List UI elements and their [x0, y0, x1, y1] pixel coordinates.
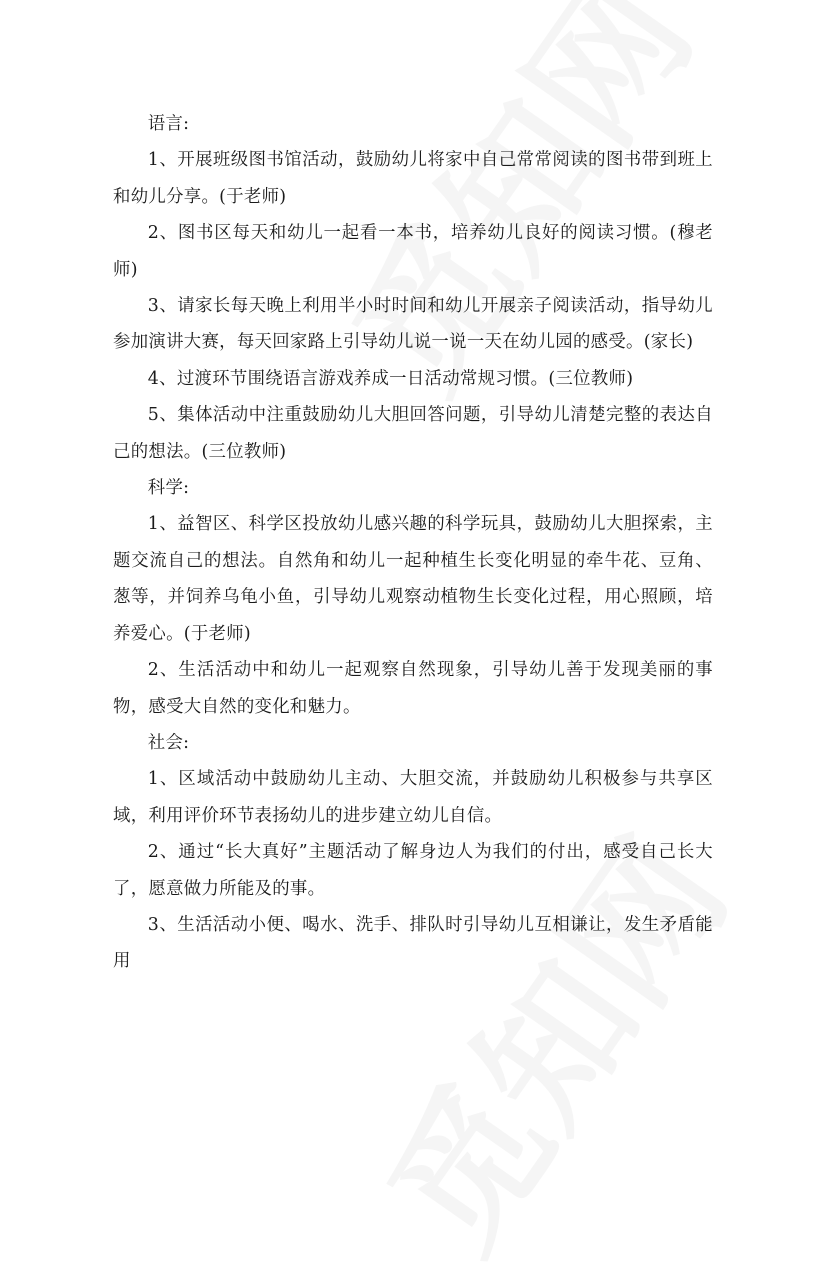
section-heading-society: 社会: [147, 732, 190, 753]
section-heading-language: 语言: [147, 114, 190, 134]
document-body [113, 106, 713, 980]
paragraph: 1、开展班级图书馆活动，鼓励幼儿将家中自己常常阅读的图书带到班上和幼儿分享。(于老师) [113, 150, 713, 207]
section-heading-science: 科学: [147, 478, 190, 499]
paragraph: 4、过渡环节围绕语言游戏养成一日活动常规习惯。(三位教师) [147, 368, 634, 389]
paragraph: 2、通过“长大真好”主题活动了解身边人为我们的付出，感受自己长大了，愿意做力所能及的事。 [113, 842, 713, 899]
paragraph: 3、生活活动小便、喝水、洗手、排队时引导幼儿互相谦让，发生矛盾能用 [113, 914, 713, 972]
paragraph: 5、集体活动中注重鼓励幼儿大胆回答问题，引导幼儿清楚完整的表达自己的想法。(三位教师) [113, 405, 713, 462]
paragraph: 2、图书区每天和幼儿一起看一本书，培养幼儿良好的阅读习惯。(穆老师) [113, 223, 713, 280]
paragraph: 2、生活活动中和幼儿一起观察自然现象，引导幼儿善于发现美丽的事物，感受大自然的变化和魅力。 [113, 660, 713, 717]
paragraph: 1、区域活动中鼓励幼儿主动、大胆交流，并鼓励幼儿积极参与共享区域，利用评价环节表扬幼儿的进步建立幼儿自信。 [113, 769, 713, 826]
paragraph: 3、请家长每天晚上利用半小时时间和幼儿开展亲子阅读活动，指导幼儿参加演讲大赛，每天回家路上引导幼儿说一说一天在幼儿园的感受。(家长) [113, 296, 713, 353]
paragraph: 1、益智区、科学区投放幼儿感兴趣的科学玩具，鼓励幼儿大胆探索，主题交流自己的想法。自然角和幼儿一起种植生长变化明显的牵牛花、豆角、葱等，并饲养乌龟小鱼，引导幼儿观察动植物生长变化过程，用心照顾，培养爱心。(于老师) [113, 514, 713, 644]
